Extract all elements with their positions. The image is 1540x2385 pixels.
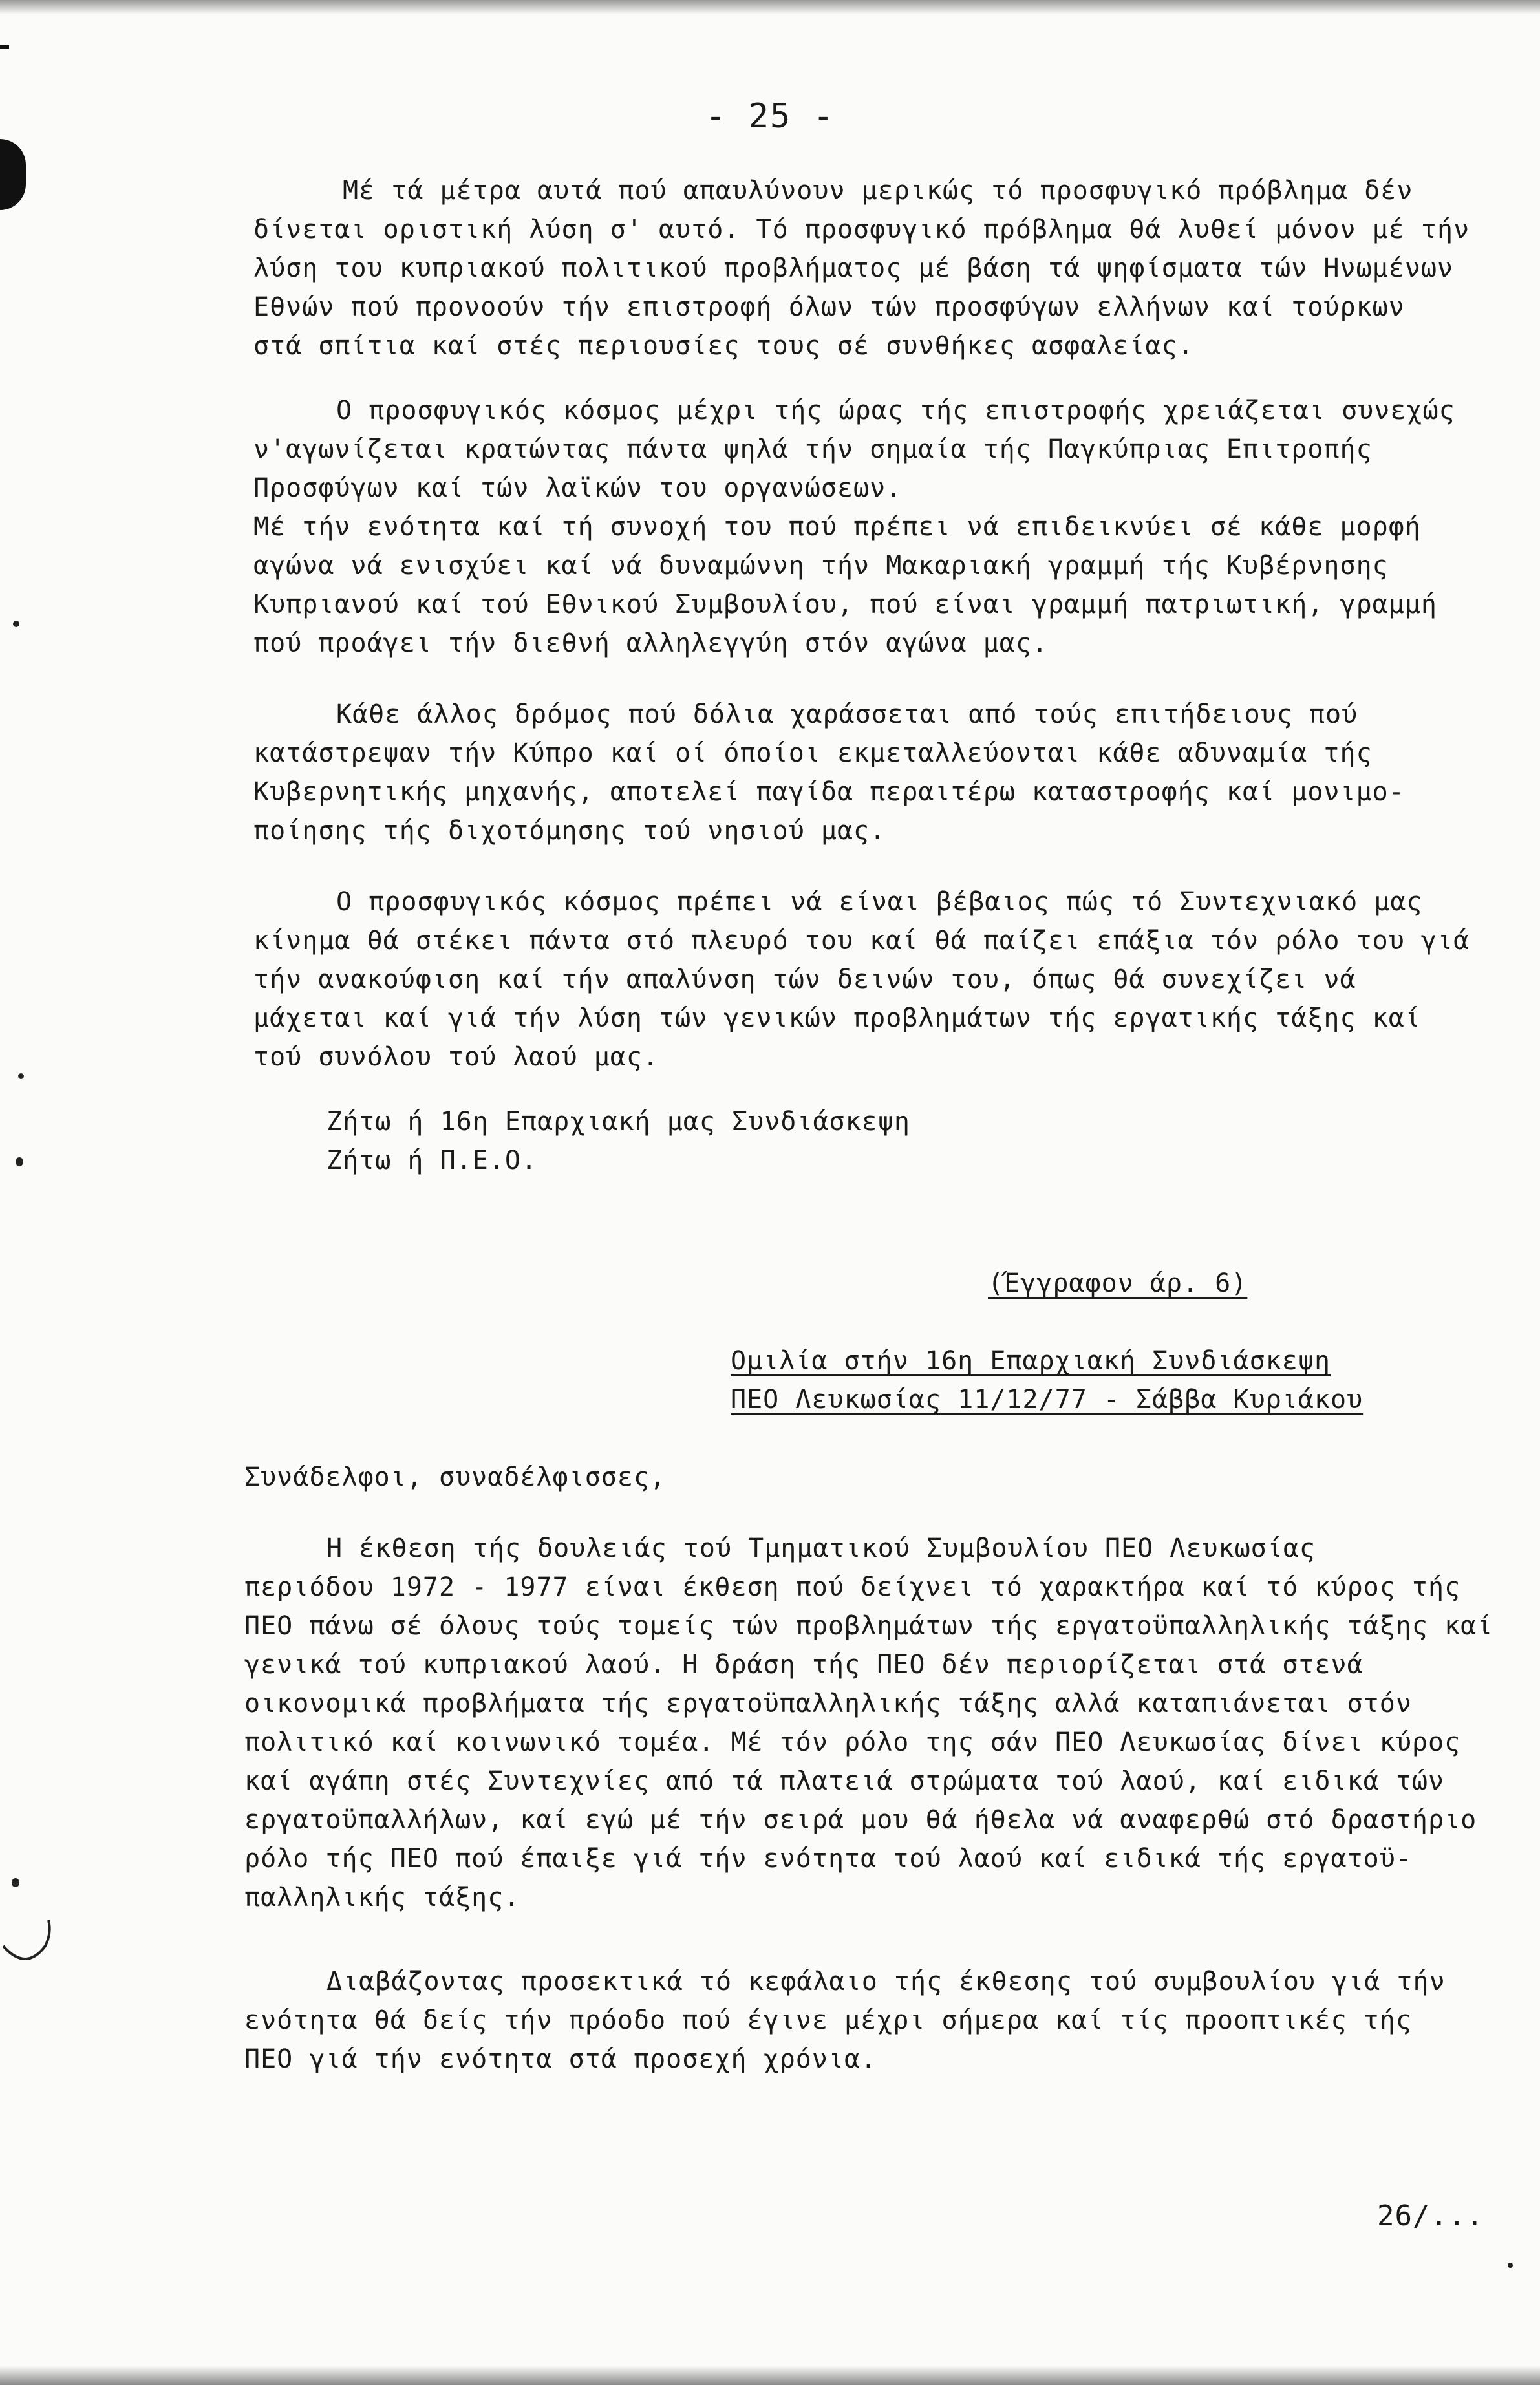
text-line: Ο προσφυγικός κόσμος πρέπει νά είναι βέβαιος πώς τό Συντεχνιακό μας [336,887,1423,917]
closing-line: Ζήτω ή Π.Ε.Ο. [326,1146,538,1175]
text-line: πού προάγει τήν διεθνή αλληλεγγύη στόν αγώνα μας. [253,628,1049,658]
text-line: ΠΕΟ πάνω σέ όλους τούς τομείς τών προβλημάτων τής εργατοϋπαλληλικής τάξης καί [244,1611,1493,1641]
text-line: ρόλο τής ΠΕΟ πού έπαιξε γιά τήν ενότητα τού λαού καί ειδικά τής εργατοϋ- [244,1844,1412,1874]
continuation-marker: 26/... [1377,2199,1484,2232]
page-number: - 25 - [705,97,835,136]
scan-artifact [0,1907,58,1985]
text-line: εργατοϋπαλλήλων, καί εγώ μέ τήν σειρά μου θά ήθελα νά αναφερθώ στό δραστήριο [244,1805,1477,1835]
text-line: ποίησης τής διχοτόμησης τού νησιού μας. [253,816,886,846]
salutation: Συνάδελφοι, συναδέλφισσες, [244,1462,667,1492]
text-line: τήν ανακούφιση καί τήν απαλύνση τών δεινών του, όπως θά συνεχίζει νά [253,965,1356,994]
text-line: ενότητα θά δείς τήν πρόοδο πού έγινε μέχρι σήμερα καί τίς προοπτικές τής [244,2005,1412,2035]
document-reference: (Έγγραφον άρ. 6) [988,1268,1248,1298]
speech-title-line: Ομιλία στήν 16η Επαρχιακή Συνδιάσκεψη [731,1346,1331,1376]
text-line: κατάστρεψαν τήν Κύπρο καί οί όποίοι εκμεταλλεύονται κάθε αδυναμία τής [253,738,1373,768]
text-line: Κυπριανού καί τού Εθνικού Συμβουλίου, πού είναι γραμμή πατριωτική, γραμμή [253,590,1437,619]
scan-edge-top [0,0,1540,14]
text-line: παλληλικής τάξης. [244,1883,520,1912]
text-line: Μέ τά μέτρα αυτά πού απαυλύνουν μερικώς τό προσφυγικό πρόβλημα δέν [343,176,1413,206]
scan-artifact [0,139,26,210]
text-line: Εθνών πού προνοούν τήν επιστροφή όλων τών προσφύγων ελλήνων καί τούρκων [253,292,1405,322]
text-line: Ο προσφυγικός κόσμος μέχρι τής ώρας τής επιστροφής χρειάζεται συνεχώς [336,396,1455,425]
text-line: Η έκθεση τής δουλειάς τού Τμηματικού Συμβουλίου ΠΕΟ Λευκωσίας [326,1534,1316,1563]
text-line: μάχεται καί γιά τήν λύση τών γενικών προβλημάτων τής εργατικής τάξης καί [253,1003,1421,1033]
text-line: οικονομικά προβλήματα τής εργατοϋπαλληλικής τάξης αλλά καταπιάνεται στόν [244,1689,1412,1718]
text-line: τού συνόλου τού λαού μας. [253,1042,659,1072]
scan-speck [13,621,19,627]
text-line: αγώνα νά ενισχύει καί νά δυναμώννη τήν Μακαριακή γραμμή τής Κυβέρνησης [253,551,1389,581]
speech-title-line: ΠΕΟ Λευκωσίας 11/12/77 - Σάββα Κυριάκου [731,1385,1364,1415]
text-line: ν'αγωνίζεται κρατώντας πάντα ψηλά τήν σημαία τής Παγκύπριας Επιτροπής [253,434,1373,464]
scan-speck [1508,2263,1513,2268]
text-line: Διαβάζοντας προσεκτικά τό κεφάλαιο τής έκθεσης τού συμβουλίου γιά τήν [326,1967,1446,1996]
scan-artifact [0,45,9,49]
scan-speck [12,1878,19,1887]
text-line: περιόδου 1972 - 1977 είναι έκθεση πού δείχνει τό χαρακτήρα καί τό κύρος τής [244,1572,1461,1602]
text-line: Προσφύγων καί τών λαϊκών του οργανώσεων. [253,473,903,503]
text-line: καί αγάπη στές Συντεχνίες από τά πλατειά στρώματα τού λαού, καί ειδικά τών [244,1766,1445,1796]
text-line: λύση του κυπριακού πολιτικού προβλήματος μέ βάση τά ψηφίσματα τών Ηνωμένων [253,253,1454,283]
text-line: στά σπίτια καί στές περιουσίες τους σέ συνθήκες ασφαλείας. [253,331,1194,361]
scan-speck [18,1073,24,1079]
text-line: πολιτικό καί κοινωνικό τομέα. Μέ τόν ρόλο της σάν ΠΕΟ Λευκωσίας δίνει κύρος [244,1727,1461,1757]
text-line: Κυβερνητικής μηχανής, αποτελεί παγίδα περαιτέρω καταστροφής καί μονιμο- [253,777,1405,807]
scan-edge-bottom [0,2366,1540,2385]
closing-line: Ζήτω ή 16η Επαρχιακή μας Συνδιάσκεψη [326,1107,910,1137]
text-line: δίνεται οριστική λύση σ' αυτό. Τό προσφυγικό πρόβλημα θά λυθεί μόνον μέ τήν [253,215,1470,244]
text-line: κίνημα θά στέκει πάντα στό πλευρό του καί θά παίζει επάξια τόν ρόλο του γιά [253,926,1470,956]
scan-speck [16,1157,23,1166]
text-line: ΠΕΟ γιά τήν ενότητα στά προσεχή χρόνια. [244,2044,877,2074]
text-line: Μέ τήν ενότητα καί τή συνοχή του πού πρέπει νά επιδεικνύει σέ κάθε μορφή [253,512,1421,542]
text-line: Κάθε άλλος δρόμος πού δόλια χαράσσεται από τούς επιτήδειους πού [336,700,1358,729]
text-line: γενικά τού κυπριακού λαού. Η δράση τής ΠΕΟ δέν περιορίζεται στά στενά [244,1650,1364,1680]
